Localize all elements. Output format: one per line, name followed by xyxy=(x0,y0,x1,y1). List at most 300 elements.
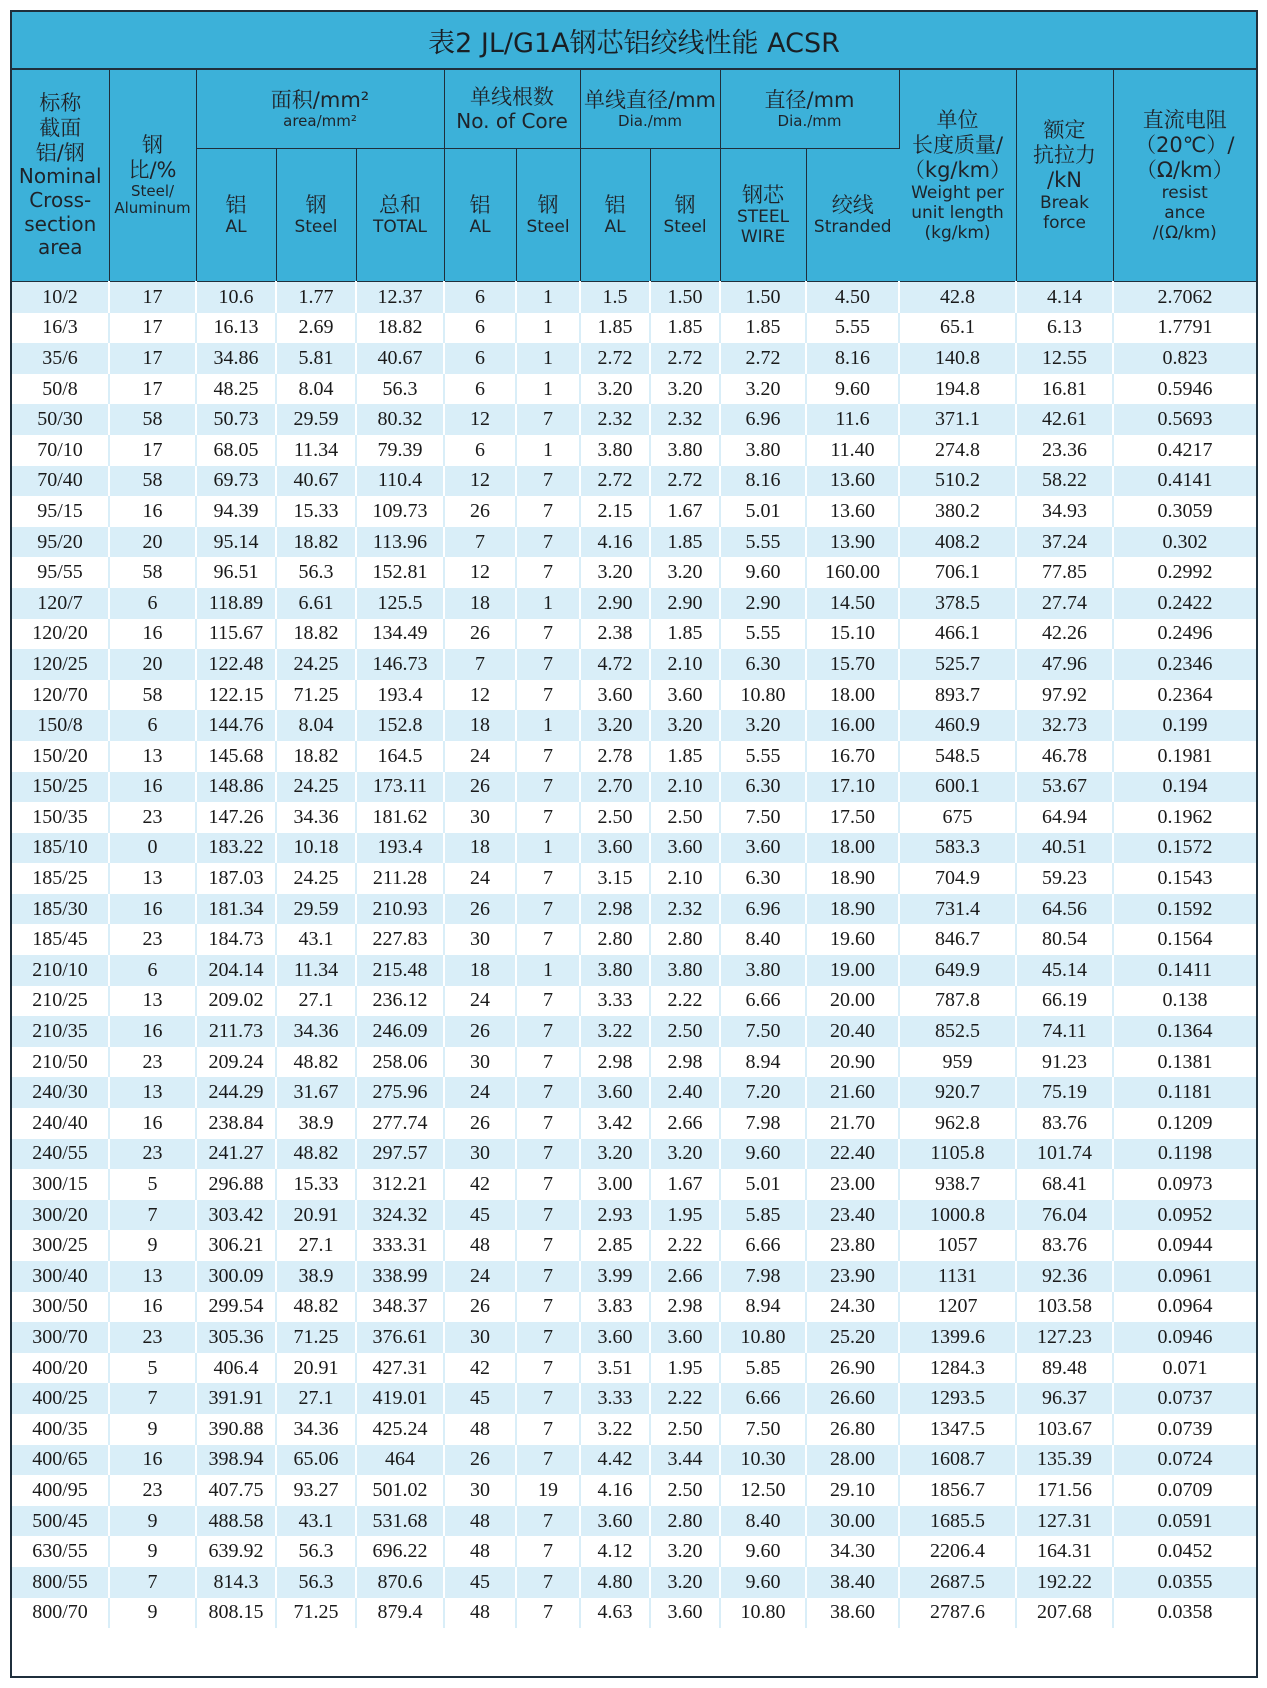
cell-dia-steel-wire: 6.30 xyxy=(720,863,806,894)
cell-dia-steel: 2.80 xyxy=(650,924,720,955)
cell-nominal-section: 210/35 xyxy=(12,1016,109,1047)
cell-nominal-section: 300/50 xyxy=(12,1292,109,1323)
cell-area-steel: 2.69 xyxy=(276,313,356,344)
cell-steel-ratio: 6 xyxy=(109,710,196,741)
cell-break-force: 74.11 xyxy=(1016,1016,1113,1047)
table-row xyxy=(12,833,1256,864)
cell-area-steel: 65.06 xyxy=(276,1445,356,1476)
cell-dia-stranded: 8.16 xyxy=(806,343,899,374)
cell-area-total: 193.4 xyxy=(356,680,444,711)
cell-dia-steel-wire: 3.80 xyxy=(720,955,806,986)
cell-dia-stranded: 23.40 xyxy=(806,1200,899,1231)
cell-dia-al: 3.22 xyxy=(580,1016,650,1047)
cell-weight: 1131 xyxy=(899,1261,1016,1292)
cell-area-total: 236.12 xyxy=(356,986,444,1017)
table-row xyxy=(12,1169,1256,1200)
cell-area-total: 277.74 xyxy=(356,1108,444,1139)
cell-dia-al: 3.20 xyxy=(580,557,650,588)
cell-core-steel: 1 xyxy=(516,833,580,864)
cell-dia-stranded: 38.60 xyxy=(806,1598,899,1629)
cell-weight: 600.1 xyxy=(899,772,1016,803)
table-row xyxy=(12,1567,1256,1598)
cell-dia-al: 2.98 xyxy=(580,894,650,925)
cell-steel-ratio: 23 xyxy=(109,924,196,955)
cell-resistance: 0.1564 xyxy=(1113,924,1256,955)
cell-area-steel: 56.3 xyxy=(276,1567,356,1598)
cell-break-force: 83.76 xyxy=(1016,1230,1113,1261)
cell-area-al: 95.14 xyxy=(196,527,276,558)
cell-weight: 371.1 xyxy=(899,404,1016,435)
cell-core-al: 12 xyxy=(444,404,516,435)
cell-steel-ratio: 17 xyxy=(109,343,196,374)
subheader-dia-al-en: AL xyxy=(604,217,626,238)
cell-core-steel: 7 xyxy=(516,1414,580,1445)
cell-core-steel: 7 xyxy=(516,1567,580,1598)
cell-weight: 1207 xyxy=(899,1292,1016,1323)
cell-break-force: 42.26 xyxy=(1016,619,1113,650)
cell-core-steel: 1 xyxy=(516,282,580,313)
cell-dia-steel: 3.20 xyxy=(650,1536,720,1567)
cell-nominal-section: 150/20 xyxy=(12,741,109,772)
cell-dia-stranded: 23.90 xyxy=(806,1261,899,1292)
cell-area-steel: 10.18 xyxy=(276,833,356,864)
cell-area-al: 16.13 xyxy=(196,313,276,344)
cell-weight: 65.1 xyxy=(899,313,1016,344)
cell-area-total: 348.37 xyxy=(356,1292,444,1323)
cell-break-force: 40.51 xyxy=(1016,833,1113,864)
cell-area-steel: 34.36 xyxy=(276,1016,356,1047)
cell-break-force: 83.76 xyxy=(1016,1108,1113,1139)
cell-core-al: 26 xyxy=(444,496,516,527)
cell-area-al: 204.14 xyxy=(196,955,276,986)
cell-dia-al: 3.33 xyxy=(580,1383,650,1414)
table-container xyxy=(12,70,1256,1676)
cell-dia-stranded: 18.00 xyxy=(806,833,899,864)
cell-dia-stranded: 21.60 xyxy=(806,1077,899,1108)
cell-area-steel: 5.81 xyxy=(276,343,356,374)
table-row xyxy=(12,313,1256,344)
cell-break-force: 34.93 xyxy=(1016,496,1113,527)
cell-dia-al: 2.70 xyxy=(580,772,650,803)
cell-steel-ratio: 23 xyxy=(109,802,196,833)
cell-dia-steel: 1.85 xyxy=(650,527,720,558)
cell-resistance: 0.194 xyxy=(1113,772,1256,803)
cell-area-al: 299.54 xyxy=(196,1292,276,1323)
cell-steel-ratio: 0 xyxy=(109,833,196,864)
cell-resistance: 0.2496 xyxy=(1113,619,1256,650)
cell-dia-steel: 3.80 xyxy=(650,435,720,466)
cell-resistance: 0.0355 xyxy=(1113,1567,1256,1598)
cell-dia-stranded: 26.80 xyxy=(806,1414,899,1445)
cell-area-al: 407.75 xyxy=(196,1475,276,1506)
cell-break-force: 80.54 xyxy=(1016,924,1113,955)
cell-weight: 1105.8 xyxy=(899,1139,1016,1170)
cell-nominal-section: 400/95 xyxy=(12,1475,109,1506)
cell-dia-steel: 1.85 xyxy=(650,619,720,650)
cell-core-al: 48 xyxy=(444,1230,516,1261)
cell-area-total: 333.31 xyxy=(356,1230,444,1261)
cell-core-steel: 7 xyxy=(516,404,580,435)
cell-area-total: 211.28 xyxy=(356,863,444,894)
cell-core-al: 30 xyxy=(444,1322,516,1353)
table-body xyxy=(12,282,1256,1629)
cell-core-al: 48 xyxy=(444,1536,516,1567)
cell-area-al: 50.73 xyxy=(196,404,276,435)
cell-dia-steel: 1.95 xyxy=(650,1353,720,1384)
cell-steel-ratio: 16 xyxy=(109,772,196,803)
cell-dia-steel: 2.66 xyxy=(650,1261,720,1292)
cell-break-force: 127.31 xyxy=(1016,1506,1113,1537)
cell-weight: 1399.6 xyxy=(899,1322,1016,1353)
cell-dia-stranded: 29.10 xyxy=(806,1475,899,1506)
cell-area-al: 115.67 xyxy=(196,619,276,650)
cell-resistance: 0.0964 xyxy=(1113,1292,1256,1323)
cell-weight: 380.2 xyxy=(899,496,1016,527)
cell-area-steel: 29.59 xyxy=(276,404,356,435)
cell-dia-al: 3.20 xyxy=(580,710,650,741)
cell-dia-steel-wire: 5.55 xyxy=(720,619,806,650)
cell-area-steel: 56.3 xyxy=(276,1536,356,1567)
cell-resistance: 0.0452 xyxy=(1113,1536,1256,1567)
cell-break-force: 64.56 xyxy=(1016,894,1113,925)
cell-dia-stranded: 13.90 xyxy=(806,527,899,558)
cell-area-al: 69.73 xyxy=(196,466,276,497)
cell-dia-steel-wire: 9.60 xyxy=(720,557,806,588)
cell-break-force: 68.41 xyxy=(1016,1169,1113,1200)
cell-dia-al: 2.38 xyxy=(580,619,650,650)
table-row xyxy=(12,772,1256,803)
cell-dia-stranded: 5.55 xyxy=(806,313,899,344)
cell-dia-steel-wire: 6.66 xyxy=(720,1383,806,1414)
cell-dia-stranded: 13.60 xyxy=(806,496,899,527)
cell-break-force: 16.81 xyxy=(1016,374,1113,405)
subheader-area-total-en: TOTAL xyxy=(373,217,427,238)
cell-core-steel: 7 xyxy=(516,802,580,833)
cell-weight: 1856.7 xyxy=(899,1475,1016,1506)
cell-resistance: 0.2364 xyxy=(1113,680,1256,711)
cell-core-al: 18 xyxy=(444,588,516,619)
cell-steel-ratio: 58 xyxy=(109,557,196,588)
cell-dia-stranded: 30.00 xyxy=(806,1506,899,1537)
cell-resistance: 0.199 xyxy=(1113,710,1256,741)
cell-break-force: 58.22 xyxy=(1016,466,1113,497)
cell-dia-steel-wire: 8.40 xyxy=(720,924,806,955)
cell-area-steel: 56.3 xyxy=(276,557,356,588)
cell-weight: 1347.5 xyxy=(899,1414,1016,1445)
cell-core-al: 26 xyxy=(444,894,516,925)
cell-steel-ratio: 16 xyxy=(109,1292,196,1323)
cell-weight: 1608.7 xyxy=(899,1445,1016,1476)
cell-resistance: 0.138 xyxy=(1113,986,1256,1017)
cell-dia-al: 3.60 xyxy=(580,833,650,864)
cell-area-steel: 29.59 xyxy=(276,894,356,925)
cell-steel-ratio: 5 xyxy=(109,1353,196,1384)
cell-break-force: 76.04 xyxy=(1016,1200,1113,1231)
cell-nominal-section: 210/50 xyxy=(12,1047,109,1078)
cell-area-total: 312.21 xyxy=(356,1169,444,1200)
cell-core-steel: 7 xyxy=(516,1108,580,1139)
cell-weight: 706.1 xyxy=(899,557,1016,588)
cell-core-al: 26 xyxy=(444,1108,516,1139)
cell-break-force: 101.74 xyxy=(1016,1139,1113,1170)
cell-steel-ratio: 16 xyxy=(109,619,196,650)
cell-core-steel: 7 xyxy=(516,496,580,527)
cell-area-al: 808.15 xyxy=(196,1598,276,1629)
cell-resistance: 0.1981 xyxy=(1113,741,1256,772)
cell-weight: 42.8 xyxy=(899,282,1016,313)
cell-area-total: 696.22 xyxy=(356,1536,444,1567)
cell-area-steel: 38.9 xyxy=(276,1261,356,1292)
cell-break-force: 207.68 xyxy=(1016,1598,1113,1629)
cell-area-total: 146.73 xyxy=(356,649,444,680)
header-dia-zh: 直径/mm xyxy=(764,87,855,112)
cell-area-al: 145.68 xyxy=(196,741,276,772)
cell-break-force: 6.13 xyxy=(1016,313,1113,344)
cell-core-steel: 7 xyxy=(516,1322,580,1353)
header-resistance-en: resist ance /(Ω/km) xyxy=(1152,182,1217,243)
cell-area-al: 391.91 xyxy=(196,1383,276,1414)
cell-core-al: 6 xyxy=(444,282,516,313)
subheader-core-steel-en: Steel xyxy=(526,217,570,238)
cell-dia-steel-wire: 10.80 xyxy=(720,1598,806,1629)
subheader-stranded xyxy=(806,149,899,282)
header-core-count xyxy=(444,70,580,149)
cell-core-al: 48 xyxy=(444,1506,516,1537)
cell-steel-ratio: 58 xyxy=(109,466,196,497)
subheader-steel-wire xyxy=(720,149,806,282)
cell-break-force: 96.37 xyxy=(1016,1383,1113,1414)
cell-resistance: 0.0946 xyxy=(1113,1322,1256,1353)
cell-core-steel: 7 xyxy=(516,557,580,588)
cell-resistance: 0.4217 xyxy=(1113,435,1256,466)
subheader-area-al-zh: 铝 xyxy=(225,192,247,217)
cell-dia-al: 2.90 xyxy=(580,588,650,619)
cell-area-steel: 20.91 xyxy=(276,1353,356,1384)
cell-steel-ratio: 16 xyxy=(109,1016,196,1047)
table-row xyxy=(12,1292,1256,1323)
cell-area-total: 215.48 xyxy=(356,955,444,986)
cell-dia-al: 2.72 xyxy=(580,343,650,374)
cell-core-al: 6 xyxy=(444,313,516,344)
cell-area-total: 80.32 xyxy=(356,404,444,435)
cell-area-al: 639.92 xyxy=(196,1536,276,1567)
cell-steel-ratio: 9 xyxy=(109,1536,196,1567)
cell-dia-stranded: 11.6 xyxy=(806,404,899,435)
cell-area-al: 244.29 xyxy=(196,1077,276,1108)
cell-area-al: 488.58 xyxy=(196,1506,276,1537)
cell-dia-al: 2.78 xyxy=(580,741,650,772)
cell-steel-ratio: 23 xyxy=(109,1322,196,1353)
cell-nominal-section: 150/25 xyxy=(12,772,109,803)
cell-dia-stranded: 25.20 xyxy=(806,1322,899,1353)
cell-steel-ratio: 13 xyxy=(109,1077,196,1108)
cell-dia-steel-wire: 10.30 xyxy=(720,1445,806,1476)
cell-dia-al: 3.60 xyxy=(580,1506,650,1537)
cell-dia-steel: 3.60 xyxy=(650,1322,720,1353)
cell-dia-steel: 3.20 xyxy=(650,1139,720,1170)
header-break-force xyxy=(1016,70,1113,282)
cell-dia-steel-wire: 10.80 xyxy=(720,680,806,711)
table-row xyxy=(12,619,1256,650)
header-single-diameter xyxy=(580,70,720,149)
cell-area-steel: 48.82 xyxy=(276,1047,356,1078)
cell-area-steel: 48.82 xyxy=(276,1292,356,1323)
cell-dia-steel-wire: 7.20 xyxy=(720,1077,806,1108)
table-row xyxy=(12,343,1256,374)
cell-dia-steel: 2.40 xyxy=(650,1077,720,1108)
cell-nominal-section: 70/10 xyxy=(12,435,109,466)
table-row xyxy=(12,1475,1256,1506)
table-row xyxy=(12,496,1256,527)
cell-core-al: 26 xyxy=(444,1445,516,1476)
cell-steel-ratio: 6 xyxy=(109,955,196,986)
cell-break-force: 164.31 xyxy=(1016,1536,1113,1567)
cell-area-total: 227.83 xyxy=(356,924,444,955)
cell-area-total: 879.4 xyxy=(356,1598,444,1629)
cell-weight: 920.7 xyxy=(899,1077,1016,1108)
cell-resistance: 0.0709 xyxy=(1113,1475,1256,1506)
cell-nominal-section: 10/2 xyxy=(12,282,109,313)
cell-weight: 1685.5 xyxy=(899,1506,1016,1537)
cell-area-total: 246.09 xyxy=(356,1016,444,1047)
header-weight-zh: 单位 长度质量/ （kg/km） xyxy=(903,108,1012,182)
cell-core-al: 26 xyxy=(444,619,516,650)
cell-break-force: 89.48 xyxy=(1016,1353,1113,1384)
cell-core-al: 6 xyxy=(444,374,516,405)
cell-core-al: 24 xyxy=(444,1261,516,1292)
cell-area-al: 184.73 xyxy=(196,924,276,955)
cell-area-total: 427.31 xyxy=(356,1353,444,1384)
cell-area-steel: 43.1 xyxy=(276,924,356,955)
cell-dia-stranded: 16.00 xyxy=(806,710,899,741)
cell-nominal-section: 240/55 xyxy=(12,1139,109,1170)
cell-core-steel: 7 xyxy=(516,1169,580,1200)
header-area xyxy=(196,70,444,149)
cell-dia-steel: 3.44 xyxy=(650,1445,720,1476)
cell-dia-steel-wire: 7.50 xyxy=(720,802,806,833)
cell-area-al: 34.86 xyxy=(196,343,276,374)
cell-break-force: 23.36 xyxy=(1016,435,1113,466)
cell-dia-steel-wire: 2.72 xyxy=(720,343,806,374)
subheader-core-steel-zh: 钢 xyxy=(537,192,559,217)
cell-dia-steel-wire: 7.50 xyxy=(720,1016,806,1047)
cell-steel-ratio: 23 xyxy=(109,1475,196,1506)
cell-area-total: 258.06 xyxy=(356,1047,444,1078)
cell-dia-al: 3.22 xyxy=(580,1414,650,1445)
cell-area-total: 125.5 xyxy=(356,588,444,619)
subheader-dia-steel-en: Steel xyxy=(663,217,707,238)
cell-dia-steel: 3.20 xyxy=(650,1567,720,1598)
cell-dia-al: 3.20 xyxy=(580,1139,650,1170)
table-row xyxy=(12,557,1256,588)
cell-core-al: 45 xyxy=(444,1567,516,1598)
cell-break-force: 45.14 xyxy=(1016,955,1113,986)
cell-steel-ratio: 23 xyxy=(109,1139,196,1170)
cell-area-total: 113.96 xyxy=(356,527,444,558)
cell-area-steel: 15.33 xyxy=(276,1169,356,1200)
cell-resistance: 0.3059 xyxy=(1113,496,1256,527)
cell-area-total: 134.49 xyxy=(356,619,444,650)
cell-weight: 2687.5 xyxy=(899,1567,1016,1598)
cell-dia-steel-wire: 6.30 xyxy=(720,772,806,803)
cell-core-al: 18 xyxy=(444,710,516,741)
cell-dia-steel: 2.22 xyxy=(650,1383,720,1414)
cell-core-steel: 7 xyxy=(516,1598,580,1629)
cell-dia-stranded: 16.70 xyxy=(806,741,899,772)
table-row xyxy=(12,1414,1256,1445)
cell-dia-stranded: 28.00 xyxy=(806,1445,899,1476)
cell-core-al: 24 xyxy=(444,741,516,772)
cell-core-steel: 7 xyxy=(516,619,580,650)
cell-steel-ratio: 17 xyxy=(109,282,196,313)
cell-area-steel: 18.82 xyxy=(276,527,356,558)
cell-weight: 1057 xyxy=(899,1230,1016,1261)
cell-area-steel: 93.27 xyxy=(276,1475,356,1506)
cell-dia-steel-wire: 5.55 xyxy=(720,527,806,558)
cell-core-al: 12 xyxy=(444,466,516,497)
table-row xyxy=(12,1322,1256,1353)
cell-dia-steel-wire: 6.96 xyxy=(720,894,806,925)
cell-break-force: 66.19 xyxy=(1016,986,1113,1017)
cell-dia-steel-wire: 7.98 xyxy=(720,1261,806,1292)
acsr-spec-table xyxy=(12,70,1256,1628)
cell-steel-ratio: 6 xyxy=(109,588,196,619)
cell-weight: 510.2 xyxy=(899,466,1016,497)
cell-area-total: 464 xyxy=(356,1445,444,1476)
cell-weight: 649.9 xyxy=(899,955,1016,986)
cell-steel-ratio: 16 xyxy=(109,496,196,527)
cell-dia-stranded: 22.40 xyxy=(806,1139,899,1170)
cell-steel-ratio: 13 xyxy=(109,986,196,1017)
cell-dia-steel-wire: 5.85 xyxy=(720,1200,806,1231)
cell-core-al: 42 xyxy=(444,1169,516,1200)
cell-area-steel: 24.25 xyxy=(276,863,356,894)
cell-weight: 378.5 xyxy=(899,588,1016,619)
cell-core-steel: 7 xyxy=(516,1230,580,1261)
cell-resistance: 0.0973 xyxy=(1113,1169,1256,1200)
cell-dia-stranded: 17.10 xyxy=(806,772,899,803)
cell-nominal-section: 800/55 xyxy=(12,1567,109,1598)
cell-resistance: 0.0724 xyxy=(1113,1445,1256,1476)
cell-dia-al: 4.16 xyxy=(580,1475,650,1506)
cell-dia-steel-wire: 8.94 xyxy=(720,1292,806,1323)
cell-dia-stranded: 19.60 xyxy=(806,924,899,955)
cell-core-al: 6 xyxy=(444,343,516,374)
cell-dia-stranded: 18.90 xyxy=(806,863,899,894)
cell-area-steel: 40.67 xyxy=(276,466,356,497)
cell-steel-ratio: 7 xyxy=(109,1567,196,1598)
cell-dia-steel: 1.85 xyxy=(650,741,720,772)
cell-dia-stranded: 23.00 xyxy=(806,1169,899,1200)
cell-core-steel: 7 xyxy=(516,1261,580,1292)
cell-nominal-section: 120/70 xyxy=(12,680,109,711)
cell-steel-ratio: 17 xyxy=(109,313,196,344)
cell-dia-steel: 2.50 xyxy=(650,802,720,833)
cell-weight: 548.5 xyxy=(899,741,1016,772)
cell-break-force: 192.22 xyxy=(1016,1567,1113,1598)
cell-break-force: 103.67 xyxy=(1016,1414,1113,1445)
cell-nominal-section: 500/45 xyxy=(12,1506,109,1537)
cell-resistance: 0.5946 xyxy=(1113,374,1256,405)
cell-dia-stranded: 15.70 xyxy=(806,649,899,680)
cell-area-steel: 43.1 xyxy=(276,1506,356,1537)
cell-core-steel: 1 xyxy=(516,313,580,344)
cell-nominal-section: 70/40 xyxy=(12,466,109,497)
cell-area-total: 193.4 xyxy=(356,833,444,864)
cell-steel-ratio: 9 xyxy=(109,1598,196,1629)
cell-dia-al: 3.80 xyxy=(580,955,650,986)
cell-area-steel: 34.36 xyxy=(276,802,356,833)
